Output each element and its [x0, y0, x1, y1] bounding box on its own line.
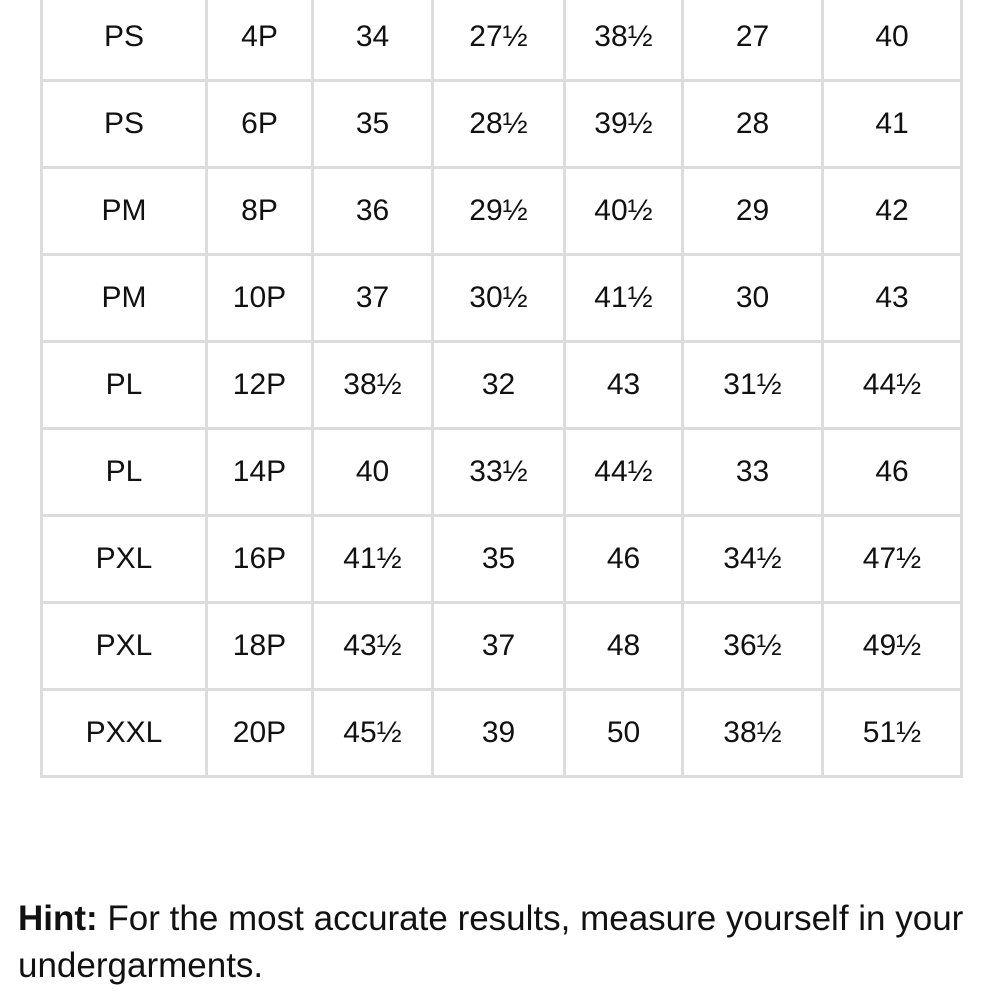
table-cell: 43: [565, 342, 683, 429]
table-cell: 16P: [207, 516, 313, 603]
table-cell: 42: [823, 168, 962, 255]
table-cell: 41: [823, 81, 962, 168]
table-cell: PXL: [42, 603, 207, 690]
table-cell: PL: [42, 342, 207, 429]
table-cell: 8P: [207, 168, 313, 255]
table-cell: PXXL: [42, 690, 207, 777]
table-cell: 4P: [207, 0, 313, 81]
table-cell: 40: [823, 0, 962, 81]
table-cell: 32: [433, 342, 565, 429]
table-cell: 12P: [207, 342, 313, 429]
table-cell: PM: [42, 255, 207, 342]
table-cell: 20P: [207, 690, 313, 777]
size-chart-body: [42, 0, 962, 777]
table-cell: 27: [683, 0, 823, 81]
table-cell: 49½: [823, 603, 962, 690]
table-row: [42, 516, 962, 603]
table-cell: 34½: [683, 516, 823, 603]
table-cell: 30½: [433, 255, 565, 342]
table-cell: 38½: [683, 690, 823, 777]
table-cell: 43: [823, 255, 962, 342]
hint-paragraph: [18, 895, 978, 989]
table-cell: PXL: [42, 516, 207, 603]
table-row: [42, 603, 962, 690]
table-cell: 34: [313, 0, 433, 81]
table-cell: PS: [42, 0, 207, 81]
table-cell: 6P: [207, 81, 313, 168]
table-cell: 45½: [313, 690, 433, 777]
table-cell: 30: [683, 255, 823, 342]
table-cell: 27½: [433, 0, 565, 81]
table-cell: 44½: [823, 342, 962, 429]
table-cell: 50: [565, 690, 683, 777]
table-cell: 29: [683, 168, 823, 255]
table-row: [42, 342, 962, 429]
table-row: [42, 168, 962, 255]
size-chart-table: [40, 0, 963, 778]
table-cell: 48: [565, 603, 683, 690]
table-cell: 44½: [565, 429, 683, 516]
table-cell: PL: [42, 429, 207, 516]
table-row: [42, 429, 962, 516]
table-cell: PS: [42, 81, 207, 168]
table-cell: 31½: [683, 342, 823, 429]
table-cell: 37: [433, 603, 565, 690]
table-cell: 38½: [565, 0, 683, 81]
hint-text: For the most accurate results, measure yourself in your undergarments.: [18, 899, 964, 985]
table-cell: 33½: [433, 429, 565, 516]
table-row: [42, 0, 962, 81]
table-cell: 28: [683, 81, 823, 168]
table-row: [42, 255, 962, 342]
table-cell: 10P: [207, 255, 313, 342]
table-cell: 28½: [433, 81, 565, 168]
table-cell: 39: [433, 690, 565, 777]
table-cell: 40½: [565, 168, 683, 255]
table-row: [42, 81, 962, 168]
table-cell: 39½: [565, 81, 683, 168]
table-cell: 36: [313, 168, 433, 255]
table-cell: 40: [313, 429, 433, 516]
table-cell: PM: [42, 168, 207, 255]
table-cell: 47½: [823, 516, 962, 603]
table-cell: 41½: [313, 516, 433, 603]
table-cell: 18P: [207, 603, 313, 690]
table-cell: 14P: [207, 429, 313, 516]
table-cell: 46: [565, 516, 683, 603]
table-row: [42, 690, 962, 777]
table-cell: 51½: [823, 690, 962, 777]
table-cell: 46: [823, 429, 962, 516]
table-cell: 41½: [565, 255, 683, 342]
table-cell: 33: [683, 429, 823, 516]
table-cell: 38½: [313, 342, 433, 429]
table-cell: 29½: [433, 168, 565, 255]
table-cell: 35: [433, 516, 565, 603]
table-cell: 43½: [313, 603, 433, 690]
table-cell: 37: [313, 255, 433, 342]
table-cell: 35: [313, 81, 433, 168]
hint-label: Hint:: [18, 899, 98, 938]
table-cell: 36½: [683, 603, 823, 690]
